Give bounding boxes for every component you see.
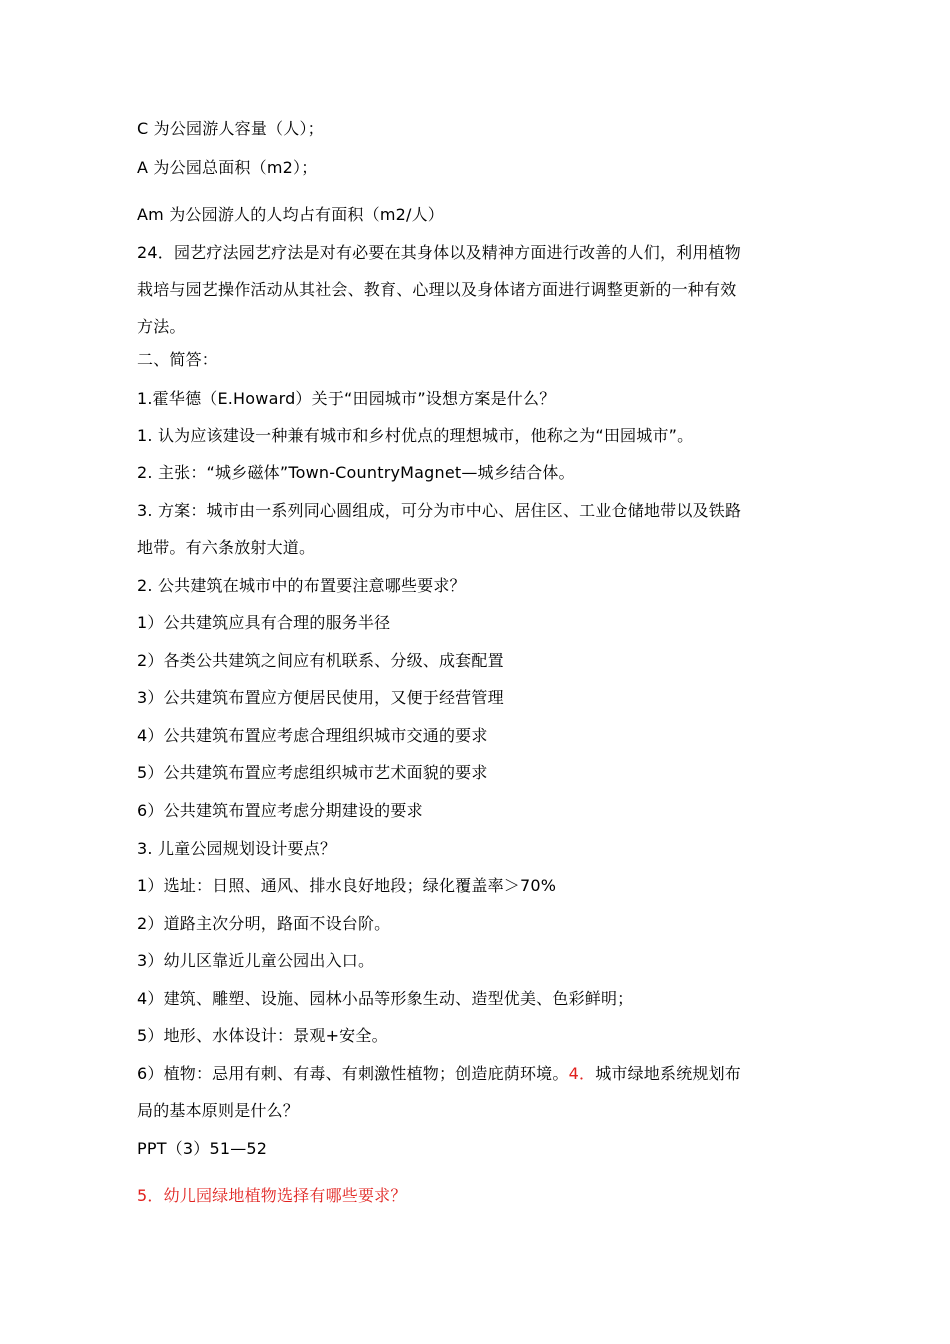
- list-item: 2）道路主次分明，路面不设台阶。: [137, 914, 391, 933]
- text-line: Am 为公园游人的人均占有面积（m2/人）: [137, 205, 444, 224]
- section-heading: 二、简答：: [137, 350, 219, 369]
- list-item: 2）各类公共建筑之间应有机联系、分级、成套配置: [137, 651, 504, 670]
- list-item: 3. 方案：城市由一系列同心圆组成，可分为市中心、居住区、工业仓储地带以及铁路: [137, 501, 742, 520]
- text-line: 24．园艺疗法园艺疗法是对有必要在其身体以及精神方面进行改善的人们，利用植物: [137, 243, 741, 262]
- text-line: 局的基本原则是什么？: [137, 1101, 300, 1120]
- question-heading-red: 5．幼儿园绿地植物选择有哪些要求？: [137, 1186, 407, 1205]
- list-item-text: 6）植物：忌用有刺、有毒、有刺激性植物；创造庇荫环境。: [137, 1064, 569, 1083]
- list-item: 3）公共建筑布置应方便居民使用，又便于经营管理: [137, 688, 504, 707]
- list-item: 5）公共建筑布置应考虑组织城市艺术面貌的要求: [137, 763, 488, 782]
- list-item: 1）选址：日照、通风、排水良好地段；绿化覆盖率＞70%: [137, 876, 557, 895]
- list-item: 4）公共建筑布置应考虑合理组织城市交通的要求: [137, 726, 488, 745]
- text-line: A 为公园总面积（m2）；: [137, 158, 318, 177]
- text-line: 方法。: [137, 317, 186, 336]
- question-text: 城市绿地系统规划布: [595, 1064, 741, 1083]
- list-item: 地带。有六条放射大道。: [137, 538, 316, 557]
- list-item-mixed: [137, 1063, 741, 1085]
- reference-line: PPT（3）51—52: [137, 1139, 268, 1158]
- list-item: 1）公共建筑应具有合理的服务半径: [137, 613, 391, 632]
- list-item: 3）幼儿区靠近儿童公园出入口。: [137, 951, 375, 970]
- list-item: 2. 主张：“城乡磁体”Town-CountryMagnet—城乡结合体。: [137, 463, 575, 482]
- question-heading: 3. 儿童公园规划设计要点？: [137, 839, 337, 858]
- list-item: 6）公共建筑布置应考虑分期建设的要求: [137, 801, 423, 820]
- list-item: 1. 认为应该建设一种兼有城市和乡村优点的理想城市，他称之为“田园城市”。: [137, 426, 694, 445]
- question-heading: 1.霍华德（E.Howard）关于“田园城市”设想方案是什么？: [137, 389, 556, 408]
- question-number-red: 4．: [568, 1064, 596, 1083]
- list-item: 4）建筑、雕塑、设施、园林小品等形象生动、造型优美、色彩鲜明；: [137, 989, 634, 1008]
- list-item: 5）地形、水体设计：景观+安全。: [137, 1026, 388, 1045]
- text-line: C 为公园游人容量（人）；: [137, 119, 324, 138]
- question-heading: 2. 公共建筑在城市中的布置要注意哪些要求？: [137, 576, 466, 595]
- text-line: 栽培与园艺操作活动从其社会、教育、心理以及身体诸方面进行调整更新的一种有效: [137, 280, 737, 299]
